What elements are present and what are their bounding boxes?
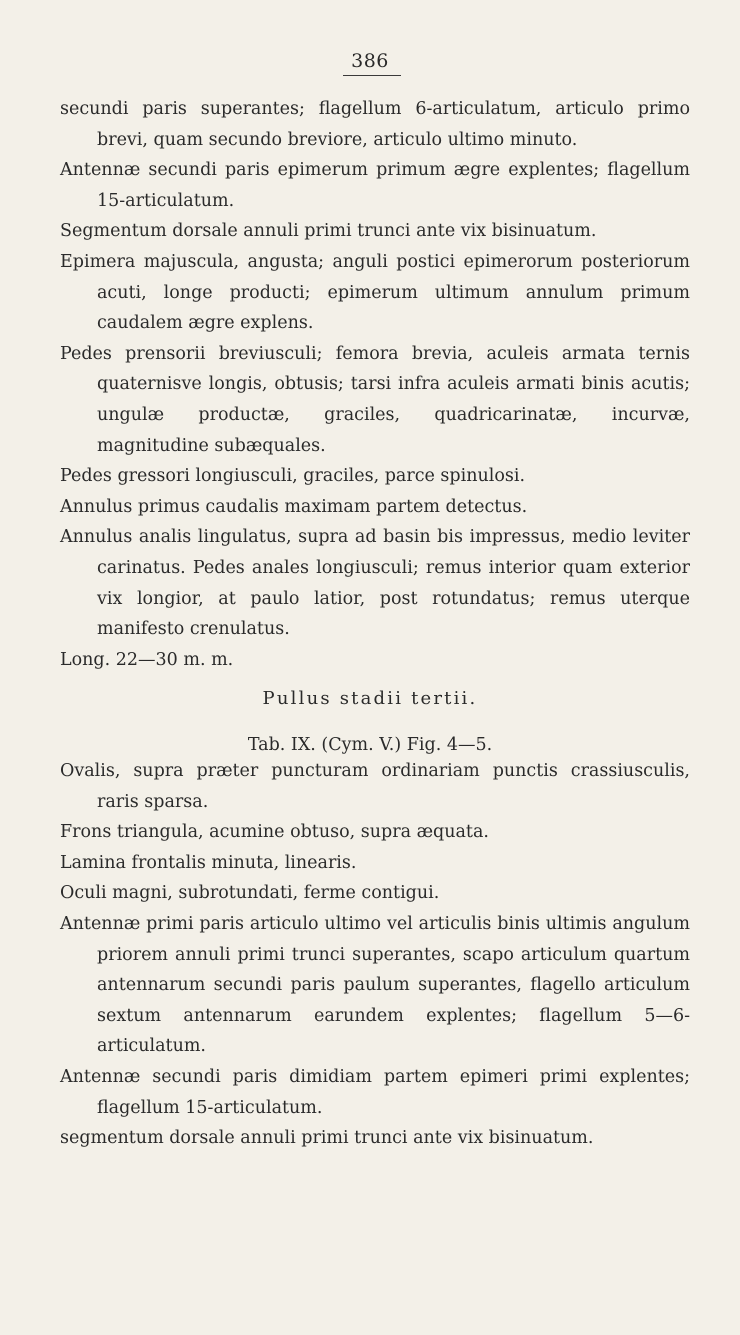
paragraph: Long. 22—30 m. m.: [60, 649, 234, 670]
description-part-1: [60, 94, 690, 675]
paragraph: Oculi magni, subrotundati, ferme contigui.: [60, 883, 440, 904]
description-part-2: [60, 756, 690, 1154]
paragraph: Pedes prensorii breviusculi; femora brevia, aculeis armata ternis quaternisve longis, obtusis; tarsi infra aculeis armati binis acutis; ungulæ productæ, graciles, quadricarinatæ, incurvæ, magnitudine subæquales.: [60, 343, 690, 456]
page-number: 386: [351, 50, 389, 72]
paragraph: Pedes gressori longiusculi, graciles, parce spinulosi.: [60, 466, 526, 487]
plate-reference: Tab. IX. (Cym. V.) Fig. 4—5.: [247, 735, 493, 755]
paragraph: Antennæ secundi paris epimerum primum ægre explentes; flagellum 15-articulatum.: [60, 160, 690, 211]
paragraph: Lamina frontalis minuta, linearis.: [60, 852, 357, 873]
section-heading: Pullus stadii tertii.: [262, 688, 478, 709]
paragraph: Epimera majuscula, angusta; anguli postici epimerorum posteriorum acuti, longe producti; epimerum ultimum annulum primum caudalem ægre explens.: [60, 251, 690, 334]
paragraph: Ovalis, supra præter puncturam ordinariam punctis crassiusculis, raris sparsa.: [60, 761, 690, 812]
page-number-underline: [343, 75, 401, 76]
paragraph: segmentum dorsale annuli primi trunci ante vix bisinuatum.: [60, 1128, 594, 1149]
paragraph: Antennæ secundi paris dimidiam partem epimeri primi explentes; flagellum 15-articulatum.: [60, 1066, 690, 1118]
paragraph: Antennæ primi paris articulo ultimo vel articulis binis ultimis angulum priorem annuli primi trunci superantes, scapo articulum quartum antennarum secundi paris paulum superantes, flagello articulum sextum antennarum earundem explentes; flagellum 5—6-articulatum.: [60, 913, 690, 1057]
paragraph: Segmentum dorsale annuli primi trunci ante vix bisinuatum.: [60, 221, 597, 242]
paragraph: secundi paris superantes; flagellum 6-articulatum, articulo primo brevi, quam secundo breviore, articulo ultimo minuto.: [60, 99, 690, 150]
paragraph: Annulus primus caudalis maximam partem detectus.: [60, 496, 528, 517]
paragraph: Frons triangula, acumine obtuso, supra æquata.: [60, 822, 489, 843]
paragraph: Annulus analis lingulatus, supra ad basin bis impressus, medio leviter carinatus. Pedes anales longiusculi; remus interior quam exterior vix longior, at paulo latior, post rotundatus; remus uterque manifesto crenulatus.: [60, 527, 690, 640]
